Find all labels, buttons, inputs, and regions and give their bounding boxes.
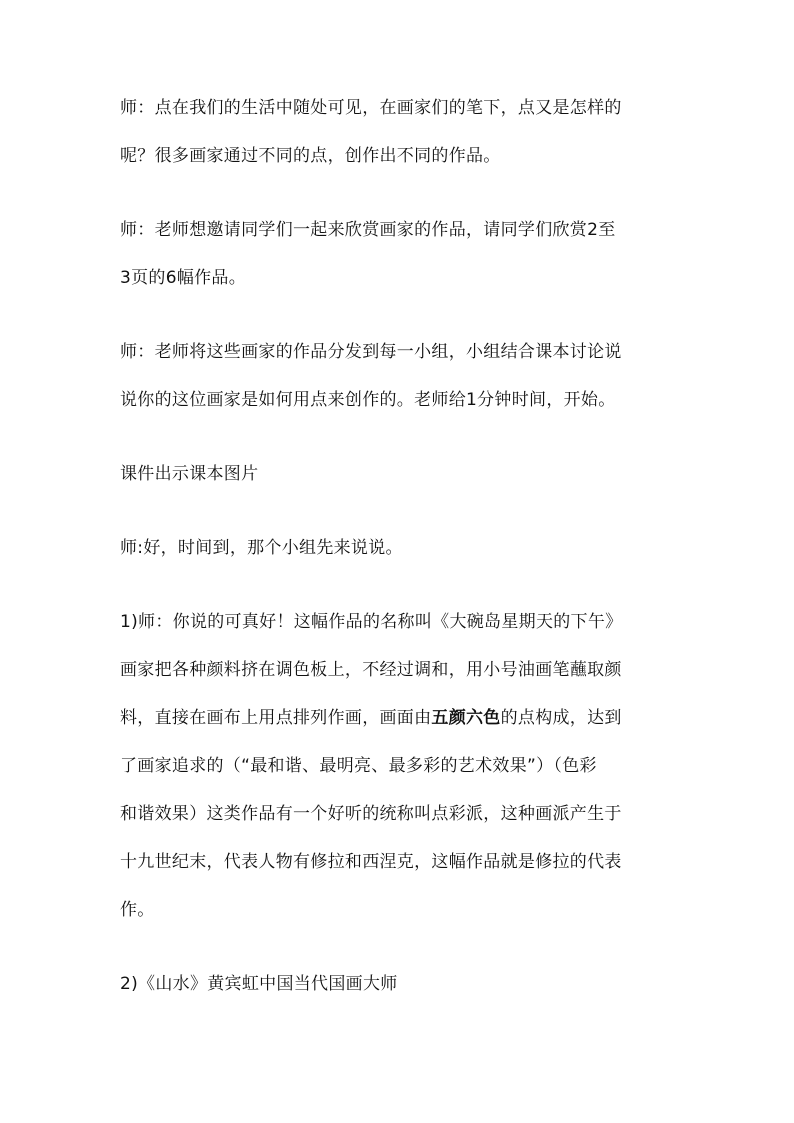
text-line: 2)《山水》黄宾虹中国当代国画大师 — [120, 974, 398, 994]
text-line: 师：老师将这些画家的作品分发到每一小组，小组结合课本讨论说 — [120, 342, 622, 362]
text-line: 十九世纪末，代表人物有修拉和西涅克，这幅作品就是修拉的代表 — [120, 852, 622, 872]
paragraph-artwork-2 — [120, 968, 680, 1016]
paragraph-artwork-1 — [120, 606, 680, 942]
paragraph-appreciate — [120, 214, 680, 310]
text-line: 1)师：你说的可真好！这幅作品的名称叫《大碗岛星期天的下午》 — [120, 612, 623, 632]
bold-text: 五颜六色 — [431, 708, 501, 728]
paragraph-time-up — [120, 532, 680, 580]
text-segment: 的点构成，达到 — [500, 708, 622, 728]
text-line: 呢？很多画家通过不同的点，创作出不同的作品。 — [120, 146, 501, 166]
text-line: 作。 — [120, 900, 155, 920]
document-body — [120, 92, 680, 1016]
text-line: 3页的6幅作品。 — [120, 268, 247, 288]
text-line: 了画家追求的（“最和谐、最明亮、最多彩的艺术效果”）（色彩 — [120, 756, 597, 776]
text-line: 课件出示课本图片 — [120, 464, 259, 484]
text-line: 画家把各种颜料挤在调色板上，不经过调和，用小号油画笔蘸取颜 — [120, 660, 622, 680]
text-line: 师：老师想邀请同学们一起来欣赏画家的作品，请同学们欣赏2至 — [120, 220, 616, 240]
paragraph-group-discussion — [120, 336, 680, 432]
text-line: 和谐效果）这类作品有一个好听的统称叫点彩派，这种画派产生于 — [120, 804, 622, 824]
text-line: 师：点在我们的生活中随处可见，在画家们的笔下，点又是怎样的 — [120, 98, 622, 118]
paragraph-intro — [120, 92, 680, 188]
text-segment: 料，直接在画布上用点排列作画，画面由 — [120, 708, 432, 728]
text-line: 师:好，时间到，那个小组先来说说。 — [120, 538, 403, 558]
paragraph-courseware — [120, 458, 680, 506]
text-line — [120, 702, 680, 750]
text-line: 说你的这位画家是如何用点来创作的。老师给1分钟时间，开始。 — [120, 390, 616, 410]
